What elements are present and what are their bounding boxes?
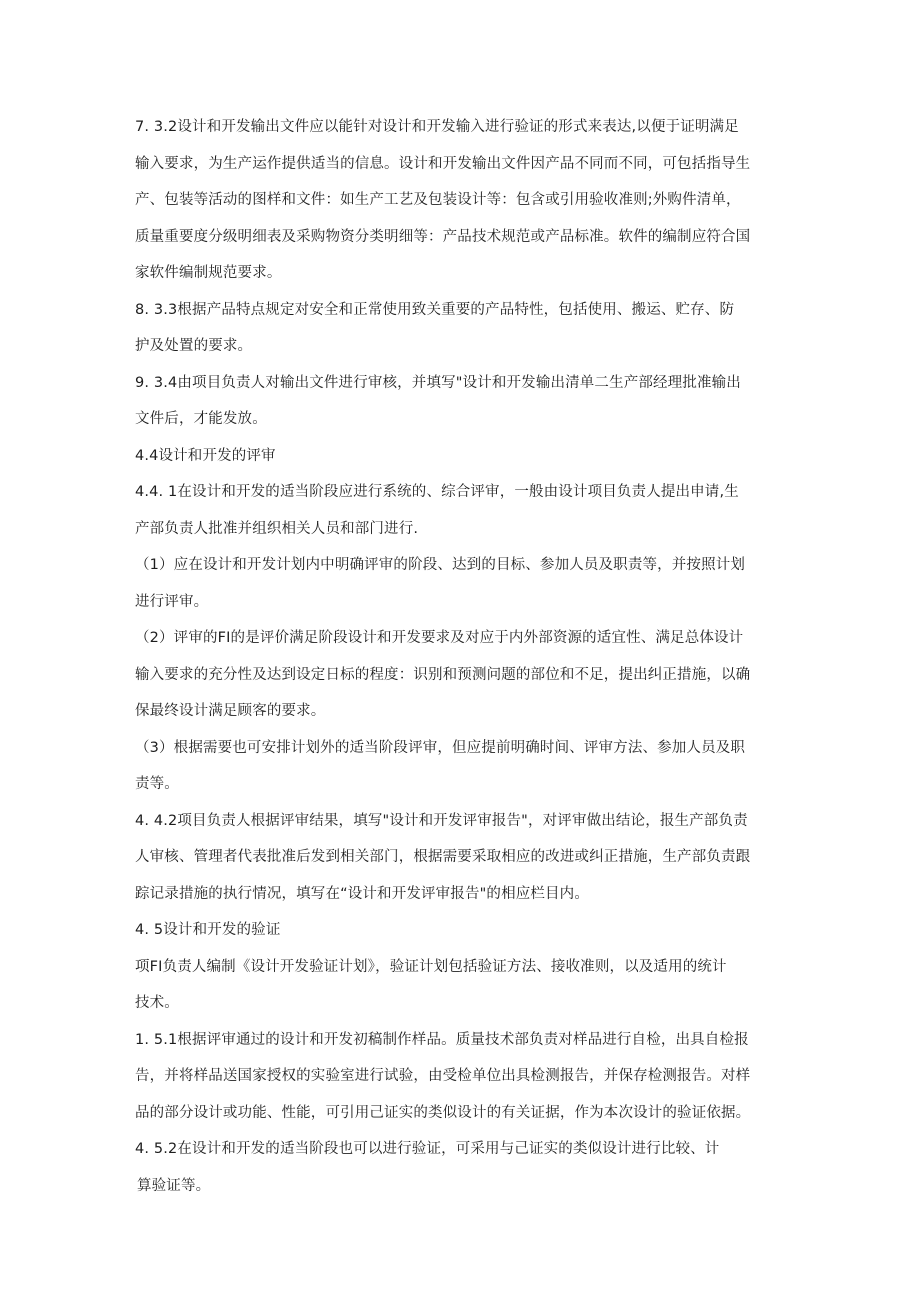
text-line: 踪记录措施的执行情况，填写在“设计和开发评审报告"的相应栏目内。: [135, 885, 589, 902]
text-line: 输入要求的充分性及达到设定日标的程度：识别和预测问题的部位和不足，提出纠正措施，以确: [135, 666, 751, 683]
text-line: 4.4. 1在设计和开发的适当阶段应进行系统的、综合评审，一般由设计项目负责人提出申请,生: [135, 484, 739, 500]
text-line: （2）评审的FI的是评价满足阶段设计和开发要求及对应于内外部资源的适宜性、满足总体设计: [135, 630, 744, 646]
text-line: 8. 3.3根据产品特点规定对安全和正常使用致关重要的产品特性，包括使用、搬运、贮存、防: [135, 301, 735, 318]
text-line: 产部负责人批准并组织相关人员和部门进行.: [135, 520, 419, 537]
text-line: 技术。: [135, 995, 179, 1011]
text-line: 人审核、管理者代表批准后发到相关部门，根据需要采取相应的改进或纠正措施，生产部负责跟: [135, 849, 751, 865]
text-line: 项FI负责人编制《设计开发验证计划》，验证计划包括验证方法、接收准则，以及适用的统计: [135, 958, 727, 975]
text-line: 1. 5.1根据评审通过的设计和开发初稿制作样品。质量技术部负责对样品进行自检，出具自检报: [135, 1031, 749, 1048]
text-line: 进行评审。: [135, 593, 209, 610]
text-line: 责等。: [135, 776, 179, 792]
text-line: 家软件编制规范要求。: [135, 265, 282, 281]
text-line: 文件后，才能发放。: [135, 411, 267, 427]
text-line: 4. 5.2在设计和开发的适当阶段也可以进行验证，可采用与己证实的类似设计进行比较、计: [135, 1141, 720, 1157]
text-line: 4. 4.2项目负责人根据评审结果，填写"设计和开发评审报告"，对评审做出结论，报生产部负责: [135, 812, 748, 829]
text-line: 9. 3.4由项目负责人对输出文件进行审核，并填写"设计和开发输出清单二生产部经理批准输出: [135, 374, 741, 391]
text-line: 质量重要度分级明细表及采购物资分类明细等：产品技术规范或产品标准。软件的编制应符合国: [135, 228, 751, 245]
text-line: （1）应在设计和开发计划内中明确评审的阶段、达到的目标、参加人员及职责等，并按照计划: [135, 557, 746, 573]
section-heading: 4. 5设计和开发的验证: [135, 922, 281, 938]
text-line: 品的部分设计或功能、性能，可引用己证实的类似设计的有关证据，作为本次设计的验证依据。: [135, 1104, 751, 1121]
section-heading: 4.4设计和开发的评审: [135, 447, 276, 464]
text-line: 算验证等。: [137, 1177, 211, 1194]
text-line: 告，并将样品送国家授权的实验室进行试验，由受检单位出具检测报告，并保存检测报告。对样: [135, 1068, 751, 1084]
text-line: （3）根据需要也可安排计划外的适当阶段评审，但应提前明确时间、评审方法、参加人员及职: [135, 739, 746, 756]
text-line: 产、包装等活动的图样和文件：如生产工艺及包装设计等：包含或引用验收准则;外购件清单，: [135, 192, 741, 208]
text-line: 7. 3.2设计和开发输出文件应以能针对设计和开发输入进行验证的形式来表达,以便于证明满足: [135, 119, 739, 135]
text-line: 保最终设计满足顾客的要求。: [135, 703, 326, 719]
text-line: 护及处置的要求。: [135, 338, 253, 354]
document-body: [135, 112, 795, 1207]
text-line: 输入要求，为生产运作提供适当的信息。设计和开发输出文件因产品不同而不同，可包括指导生: [135, 155, 751, 172]
